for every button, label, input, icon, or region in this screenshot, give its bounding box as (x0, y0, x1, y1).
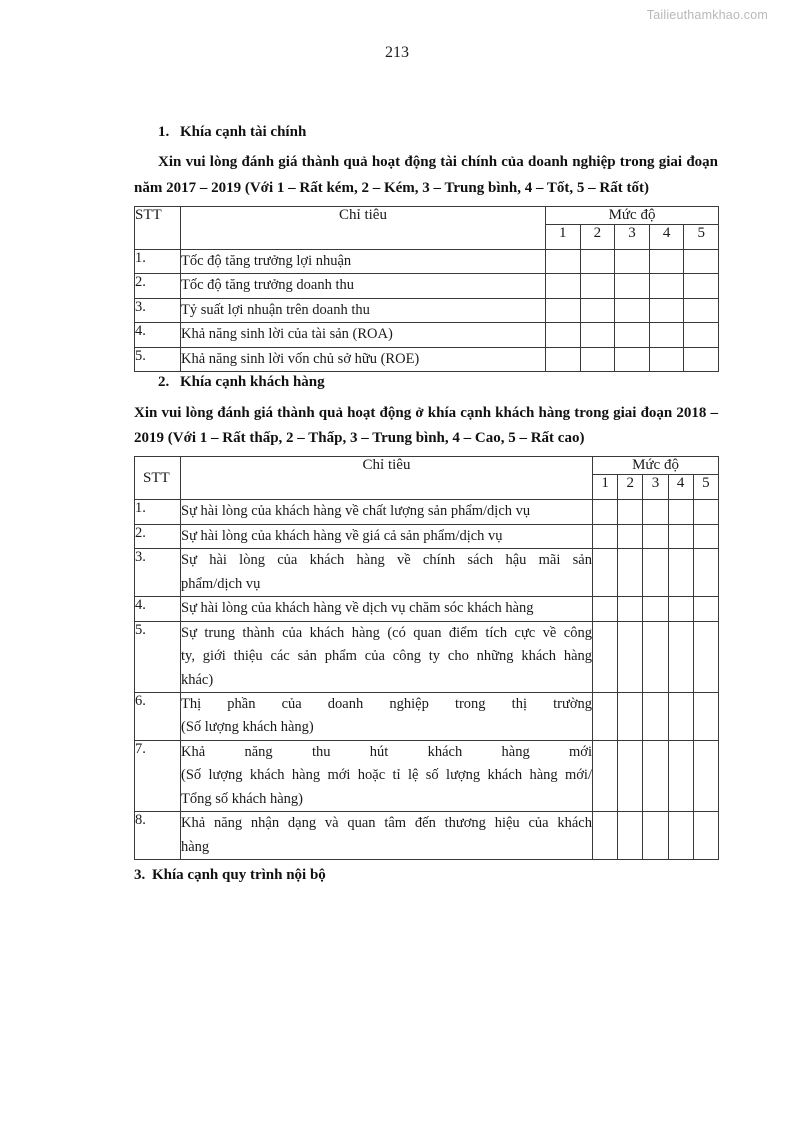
finance-row-number: 5. (135, 347, 181, 371)
criteria-line: Thị phần của doanh nghiệp trong thị trường (181, 695, 592, 712)
finance-table-body (135, 249, 719, 371)
finance-row-number: 4. (135, 323, 181, 347)
customer-rating-cell-3[interactable] (643, 812, 668, 860)
criteria-line: phẩm/dịch vụ (181, 575, 261, 592)
customer-rating-cell-5[interactable] (693, 549, 718, 597)
customer-header-stt: STT (135, 457, 181, 500)
customer-rating-cell-5[interactable] (693, 692, 718, 740)
finance-rating-cell-1[interactable] (546, 323, 581, 347)
finance-scale-4: 4 (649, 224, 684, 249)
finance-rating-cell-1[interactable] (546, 298, 581, 322)
table-row (135, 249, 719, 273)
criteria-line: hàng (181, 838, 210, 855)
finance-row-criteria (181, 249, 546, 273)
customer-row-number: 2. (135, 524, 181, 548)
finance-header-level: Mức độ (546, 206, 719, 224)
finance-table-header-row (135, 206, 719, 224)
customer-row-criteria (181, 549, 593, 597)
customer-rating-cell-4[interactable] (668, 549, 693, 597)
page-number: 213 (385, 44, 409, 61)
finance-rating-cell-4[interactable] (649, 298, 684, 322)
criteria-line: Khả năng sinh lời vốn chủ sở hữu (ROE) (181, 350, 420, 367)
table-row (135, 274, 719, 298)
finance-row-number: 1. (135, 249, 181, 273)
section-heading-finance (134, 122, 718, 142)
customer-row-criteria (181, 500, 593, 524)
section-heading-customer (134, 372, 718, 392)
customer-rating-cell-1[interactable] (593, 597, 618, 621)
customer-row-number: 6. (135, 692, 181, 740)
finance-rating-cell-3[interactable] (615, 274, 650, 298)
finance-rating-cell-3[interactable] (615, 249, 650, 273)
section-title-process: Khía cạnh quy trình nội bộ (152, 867, 326, 884)
criteria-line: Tổng số khách hàng) (181, 790, 304, 807)
customer-rating-cell-4[interactable] (668, 500, 693, 524)
finance-scale-2: 2 (580, 224, 615, 249)
customer-rating-cell-2[interactable] (618, 740, 643, 811)
criteria-line: Sự hài lòng của khách hàng về chất lượng sản phẩm/dịch vụ (181, 503, 531, 520)
customer-rating-cell-1[interactable] (593, 692, 618, 740)
customer-row-number: 7. (135, 740, 181, 811)
section-intro-customer: Xin vui lòng đánh giá thành quả hoạt động ở khía cạnh khách hàng trong giai đoạn 2018 – 2019 (Với 1 – Rất thấp, 2 – Thấp, 3 – Trung bình, 4 – Cao, 5 – Rất cao) (134, 404, 718, 447)
customer-header-criteria: Chỉ tiêu (181, 457, 593, 500)
customer-rating-cell-5[interactable] (693, 500, 718, 524)
finance-row-criteria (181, 347, 546, 371)
finance-row-criteria (181, 274, 546, 298)
customer-row-number: 1. (135, 500, 181, 524)
finance-rating-cell-4[interactable] (649, 274, 684, 298)
criteria-line: Sự hài lòng của khách hàng về giá cả sản phẩm/dịch vụ (181, 527, 503, 544)
customer-row-criteria (181, 524, 593, 548)
customer-rating-cell-4[interactable] (668, 692, 693, 740)
section-intro-finance: Xin vui lòng đánh giá thành quả hoạt động tài chính của doanh nghiệp trong giai đoạn năm 2017 – 2019 (Với 1 – Rất kém, 2 – Kém, 3 – Trung bình, 4 – Tốt, 5 – Rất tốt) (134, 154, 718, 197)
criteria-line: Sự hài lòng của khách hàng về dịch vụ chăm sóc khách hàng (181, 600, 534, 617)
section-number-process: 3. (134, 867, 146, 884)
customer-rating-cell-3[interactable] (643, 500, 668, 524)
customer-rating-cell-5[interactable] (693, 524, 718, 548)
customer-rating-cell-5[interactable] (693, 621, 718, 692)
finance-rating-cell-5[interactable] (684, 274, 719, 298)
criteria-line: Khả năng nhận dạng và quan tâm đến thương hiệu của khách (181, 815, 592, 832)
finance-rating-cell-3[interactable] (615, 298, 650, 322)
customer-rating-cell-4[interactable] (668, 597, 693, 621)
finance-rating-cell-5[interactable] (684, 347, 719, 371)
finance-row-criteria (181, 298, 546, 322)
customer-rating-cell-5[interactable] (693, 597, 718, 621)
customer-rating-cell-2[interactable] (618, 621, 643, 692)
customer-rating-cell-3[interactable] (643, 692, 668, 740)
customer-scale-1: 1 (593, 475, 618, 500)
finance-rating-cell-5[interactable] (684, 249, 719, 273)
customer-scale-2: 2 (618, 475, 643, 500)
customer-rating-cell-3[interactable] (643, 524, 668, 548)
criteria-line: Sự trung thành của khách hàng (có quan điểm tích cực về công (181, 624, 592, 641)
finance-rating-cell-4[interactable] (649, 249, 684, 273)
document-content (134, 122, 718, 884)
customer-row-number: 5. (135, 621, 181, 692)
customer-rating-cell-4[interactable] (668, 812, 693, 860)
table-row (135, 347, 719, 371)
criteria-line: Sự hài lòng của khách hàng về chính sách hậu mãi sản (181, 552, 592, 569)
customer-row-criteria (181, 812, 593, 860)
finance-rating-cell-4[interactable] (649, 347, 684, 371)
table-row (135, 812, 719, 860)
criteria-line: Khả năng sinh lời của tài sản (ROA) (181, 326, 393, 343)
customer-row-number: 4. (135, 597, 181, 621)
finance-rating-cell-5[interactable] (684, 323, 719, 347)
section-number-finance: 1. (158, 124, 170, 140)
customer-rating-cell-2[interactable] (618, 549, 643, 597)
criteria-line: Tốc độ tăng trưởng lợi nhuận (181, 252, 352, 269)
finance-rating-cell-2[interactable] (580, 347, 615, 371)
customer-rating-cell-1[interactable] (593, 740, 618, 811)
criteria-line: khác) (181, 671, 214, 688)
finance-row-number: 3. (135, 298, 181, 322)
customer-rating-cell-1[interactable] (593, 812, 618, 860)
table-row (135, 597, 719, 621)
customer-rating-cell-3[interactable] (643, 597, 668, 621)
table-row (135, 692, 719, 740)
finance-rating-cell-2[interactable] (580, 323, 615, 347)
customer-rating-cell-2[interactable] (618, 812, 643, 860)
finance-scale-3: 3 (615, 224, 650, 249)
watermark-text: Tailieuthamkhao.com (646, 8, 768, 22)
customer-rating-cell-5[interactable] (693, 812, 718, 860)
finance-scale-1: 1 (546, 224, 581, 249)
table-row (135, 549, 719, 597)
table-row (135, 621, 719, 692)
criteria-line: (Số lượng khách hàng) (181, 719, 314, 736)
customer-row-criteria (181, 692, 593, 740)
finance-rating-cell-2[interactable] (580, 274, 615, 298)
finance-header-stt: STT (135, 206, 181, 249)
customer-rating-cell-4[interactable] (668, 740, 693, 811)
finance-rating-cell-2[interactable] (580, 298, 615, 322)
customer-row-criteria (181, 740, 593, 811)
criteria-line: ty, giới thiệu các sản phẩm của công ty cho những khách hàng (181, 648, 592, 665)
section-heading-process (134, 860, 718, 884)
customer-rating-cell-4[interactable] (668, 524, 693, 548)
finance-table (134, 206, 719, 372)
table-row (135, 323, 719, 347)
finance-rating-cell-5[interactable] (684, 298, 719, 322)
finance-rating-cell-2[interactable] (580, 249, 615, 273)
customer-rating-cell-3[interactable] (643, 621, 668, 692)
finance-rating-cell-3[interactable] (615, 323, 650, 347)
customer-rating-cell-1[interactable] (593, 621, 618, 692)
customer-scale-4: 4 (668, 475, 693, 500)
table-row (135, 524, 719, 548)
section-title-customer: Khía cạnh khách hàng (180, 374, 325, 391)
customer-row-number: 8. (135, 812, 181, 860)
finance-rating-cell-3[interactable] (615, 347, 650, 371)
customer-rating-cell-3[interactable] (643, 740, 668, 811)
customer-header-level: Mức độ (593, 457, 719, 475)
customer-table-header-row (135, 457, 719, 475)
finance-scale-5: 5 (684, 224, 719, 249)
criteria-line: Tốc độ tăng trưởng doanh thu (181, 277, 354, 294)
customer-rating-cell-2[interactable] (618, 524, 643, 548)
criteria-line: (Số lượng khách hàng mới hoặc tỉ lệ số lượng khách hàng mới/ (181, 767, 592, 784)
customer-row-criteria (181, 621, 593, 692)
finance-rating-cell-1[interactable] (546, 347, 581, 371)
customer-rating-cell-2[interactable] (618, 500, 643, 524)
customer-rating-cell-1[interactable] (593, 500, 618, 524)
customer-rating-cell-3[interactable] (643, 549, 668, 597)
table-row (135, 740, 719, 811)
section-title-finance: Khía cạnh tài chính (180, 124, 307, 140)
finance-rating-cell-1[interactable] (546, 274, 581, 298)
table-row (135, 500, 719, 524)
customer-rating-cell-5[interactable] (693, 740, 718, 811)
customer-rating-cell-1[interactable] (593, 524, 618, 548)
customer-rating-cell-4[interactable] (668, 621, 693, 692)
customer-scale-5: 5 (693, 475, 718, 500)
customer-row-number: 3. (135, 549, 181, 597)
customer-scale-3: 3 (643, 475, 668, 500)
customer-rating-cell-2[interactable] (618, 597, 643, 621)
finance-rating-cell-1[interactable] (546, 249, 581, 273)
finance-row-number: 2. (135, 274, 181, 298)
customer-table-body (135, 500, 719, 860)
finance-rating-cell-4[interactable] (649, 323, 684, 347)
customer-row-criteria (181, 597, 593, 621)
finance-row-criteria (181, 323, 546, 347)
customer-rating-cell-2[interactable] (618, 692, 643, 740)
customer-table (134, 456, 719, 860)
finance-header-criteria: Chỉ tiêu (181, 206, 546, 249)
criteria-line: Khả năng thu hút khách hàng mới (181, 743, 592, 760)
section-number-customer: 2. (158, 374, 170, 391)
table-row (135, 298, 719, 322)
criteria-line: Tỷ suất lợi nhuận trên doanh thu (181, 301, 370, 318)
customer-rating-cell-1[interactable] (593, 549, 618, 597)
